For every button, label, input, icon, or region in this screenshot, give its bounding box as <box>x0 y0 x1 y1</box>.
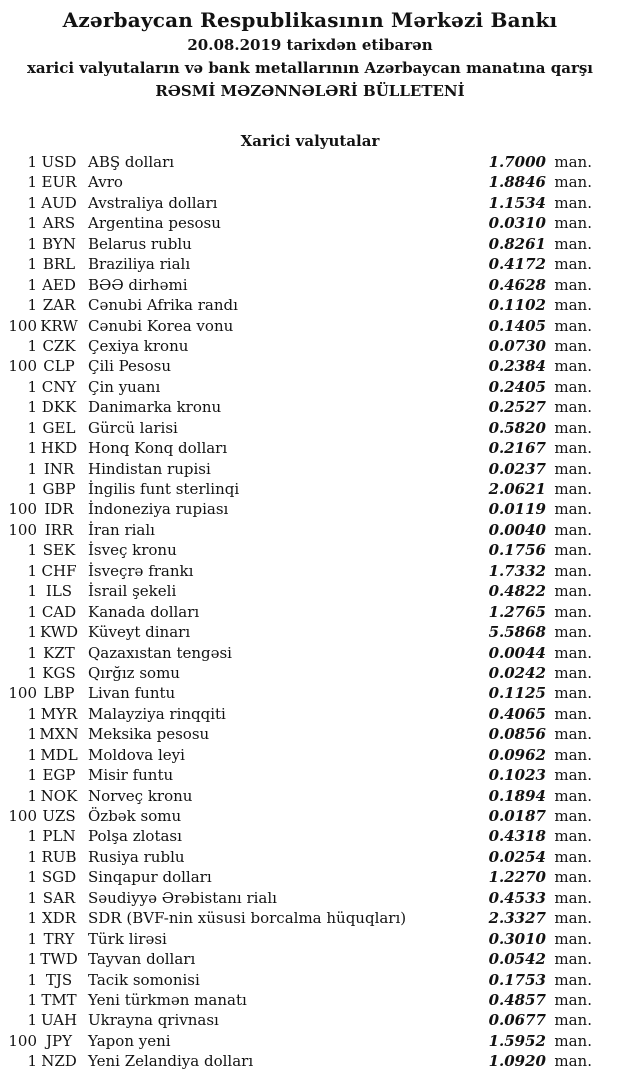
rate-value-cell: 0.3010 <box>488 929 546 948</box>
rate-value-cell: 0.0237 <box>488 459 546 478</box>
rate-value-cell: 1.0920 <box>488 1052 546 1071</box>
document-header <box>0 0 620 103</box>
table-row <box>0 643 592 663</box>
currency-name-cell: Özbək somu <box>88 807 182 825</box>
currency-name-cell: Səudiyyə Ərəbistanı rialı <box>88 888 277 907</box>
currency-name-cell: Avstraliya dolları <box>88 193 218 212</box>
rate-value-cell: 1.1534 <box>488 193 546 212</box>
quantity-cell: 1 <box>27 173 37 192</box>
quantity-cell: 1 <box>27 888 37 907</box>
table-row <box>0 377 592 397</box>
rate-value-cell: 0.0242 <box>488 663 546 682</box>
quantity-cell: 1 <box>27 193 37 212</box>
currency-name-cell: Yeni Zelandiya dolları <box>88 1052 254 1071</box>
currency-name-cell: Danimarka kronu <box>88 398 222 417</box>
rate-value-cell: 0.1125 <box>488 684 546 703</box>
currency-code-cell: DKK <box>41 398 77 417</box>
table-row <box>0 745 592 765</box>
currency-code-cell: UAH <box>40 1011 78 1030</box>
unit-label-cell: man. <box>554 704 592 723</box>
quantity-cell: 1 <box>27 582 37 601</box>
currency-code-cell: GEL <box>42 418 76 437</box>
rate-value-cell: 0.1894 <box>488 786 546 805</box>
currency-code-cell: MYR <box>40 704 78 723</box>
table-row <box>0 213 592 233</box>
table-row <box>0 438 592 458</box>
rate-value-cell: 1.7000 <box>488 153 546 171</box>
table-row <box>0 908 592 928</box>
quantity-cell: 100 <box>8 316 37 335</box>
currency-name-cell: ABŞ dolları <box>88 153 175 171</box>
rate-value-cell: 0.1753 <box>488 970 546 989</box>
currency-name-cell: Belarus rublu <box>88 234 192 253</box>
currency-name-cell: Gürcü larisi <box>88 418 178 437</box>
unit-label-cell: man. <box>554 275 592 294</box>
currency-name-cell: Qazaxıstan tengəsi <box>88 643 232 662</box>
table-row <box>0 867 592 887</box>
quantity-cell: 1 <box>27 847 37 866</box>
rate-value-cell: 1.7332 <box>488 561 546 580</box>
currency-code-cell: ARS <box>42 214 76 233</box>
rate-value-cell: 0.0310 <box>488 214 546 233</box>
quantity-cell: 1 <box>27 480 37 498</box>
quantity-cell: 1 <box>27 745 37 764</box>
section-title-foreign-currencies: Xarici valyutalar <box>240 132 380 150</box>
currency-name-cell: Argentina pesosu <box>88 214 221 233</box>
unit-label-cell: man. <box>554 745 592 764</box>
unit-label-cell: man. <box>554 766 592 785</box>
bulletin-title: RƏSMİ MƏZƏNNƏLƏRİ BÜLLETENİ <box>155 82 465 100</box>
unit-label-cell: man. <box>554 336 592 355</box>
currency-code-cell: CNY <box>41 377 77 396</box>
unit-label-cell: man. <box>554 643 592 662</box>
rate-value-cell: 2.3327 <box>488 909 546 928</box>
currency-code-cell: CLP <box>43 357 75 376</box>
currency-code-cell: KWD <box>39 623 79 642</box>
unit-label-cell: man. <box>554 357 592 376</box>
rate-value-cell: 0.5820 <box>488 418 546 437</box>
unit-label-cell: man. <box>554 173 592 192</box>
quantity-cell: 1 <box>27 275 37 294</box>
rate-value-cell: 0.8261 <box>488 234 546 253</box>
currency-name-cell: İsrail şekeli <box>88 582 177 601</box>
unit-label-cell: man. <box>554 582 592 601</box>
table-row <box>0 724 592 744</box>
currency-name-cell: Avro <box>88 173 123 192</box>
unit-label-cell: man. <box>554 153 592 171</box>
currency-name-cell: Kanada dolları <box>88 602 200 621</box>
unit-label-cell: man. <box>554 786 592 805</box>
currency-name-cell: Qırğız somu <box>88 663 180 682</box>
currency-code-cell: SAR <box>42 888 76 907</box>
unit-label-cell: man. <box>554 847 592 866</box>
table-row <box>0 336 592 356</box>
unit-label-cell: man. <box>554 398 592 417</box>
currency-name-cell: Çin yuanı <box>88 377 161 396</box>
quantity-cell: 1 <box>27 541 37 560</box>
currency-name-cell: SDR (BVF-nin xüsusi borcalma hüquqları) <box>88 909 407 928</box>
table-row <box>0 602 592 622</box>
currency-name-cell: Norveç kronu <box>88 786 193 805</box>
quantity-cell: 1 <box>27 643 37 662</box>
unit-label-cell: man. <box>554 1052 592 1071</box>
quantity-cell: 1 <box>27 950 37 969</box>
table-row <box>0 540 592 560</box>
quantity-cell: 1 <box>27 602 37 621</box>
currency-code-cell: KRW <box>40 316 78 335</box>
unit-label-cell: man. <box>554 480 592 498</box>
unit-label-cell: man. <box>554 255 592 274</box>
table-row <box>0 847 592 867</box>
rate-value-cell: 1.2765 <box>488 602 546 621</box>
table-row <box>0 786 592 806</box>
rate-value-cell: 0.2384 <box>488 357 546 376</box>
table-row <box>0 1010 592 1030</box>
currency-name-cell: Çexiya kronu <box>88 336 189 355</box>
currency-name-cell: Honq Konq dolları <box>88 439 228 458</box>
currency-name-cell: Küveyt dinarı <box>88 623 191 642</box>
currency-code-cell: NOK <box>40 786 78 805</box>
table-row <box>0 1051 592 1071</box>
table-row <box>0 520 592 540</box>
rate-value-cell: 0.4628 <box>488 275 546 294</box>
currency-code-cell: MXN <box>39 725 79 744</box>
table-row <box>0 622 592 642</box>
currency-name-cell: Yeni türkmən manatı <box>88 990 247 1009</box>
quantity-cell: 100 <box>8 500 37 519</box>
table-row <box>0 275 592 295</box>
quantity-cell: 1 <box>27 561 37 580</box>
table-row <box>0 704 592 724</box>
table-row <box>0 683 592 703</box>
table-row <box>0 581 592 601</box>
currency-code-cell: TRY <box>43 929 75 948</box>
unit-label-cell: man. <box>554 520 592 539</box>
currency-name-cell: Cənubi Korea vonu <box>88 316 234 335</box>
currency-name-cell: Meksika pesosu <box>88 725 210 744</box>
rate-value-cell: 5.5868 <box>488 623 546 642</box>
effective-date-line: 20.08.2019 tarixdən etibarən <box>187 36 433 54</box>
unit-label-cell: man. <box>554 377 592 396</box>
currency-code-cell: KGS <box>42 663 76 682</box>
rate-value-cell: 0.0677 <box>488 1011 546 1030</box>
table-row <box>0 193 592 213</box>
unit-label-cell: man. <box>554 1011 592 1030</box>
currency-code-cell: BYN <box>42 234 76 253</box>
rate-value-cell: 0.2405 <box>488 377 546 396</box>
currency-code-cell: AED <box>42 275 76 294</box>
quantity-cell: 1 <box>27 439 37 458</box>
rate-value-cell: 1.8846 <box>488 173 546 192</box>
currency-name-cell: Tacik somonisi <box>88 970 200 989</box>
quantity-cell: 1 <box>27 336 37 355</box>
unit-label-cell: man. <box>554 929 592 948</box>
unit-label-cell: man. <box>554 990 592 1009</box>
quantity-cell: 1 <box>27 1011 37 1030</box>
unit-label-cell: man. <box>554 725 592 744</box>
unit-label-cell: man. <box>554 970 592 989</box>
rate-value-cell: 0.0962 <box>488 745 546 764</box>
quantity-cell: 100 <box>8 684 37 703</box>
currency-code-cell: KZT <box>43 643 75 662</box>
currency-code-cell: CHF <box>41 561 77 580</box>
currency-code-cell: AUD <box>41 193 77 212</box>
currency-name-cell: Hindistan rupisi <box>88 459 211 478</box>
quantity-cell: 100 <box>8 807 37 825</box>
table-row <box>0 459 592 479</box>
currency-code-cell: ZAR <box>42 296 76 315</box>
table-row <box>0 397 592 417</box>
currency-name-cell: İsveç kronu <box>88 541 177 560</box>
quantity-cell: 1 <box>27 377 37 396</box>
quantity-cell: 1 <box>27 704 37 723</box>
currency-name-cell: İsveçrə frankı <box>88 561 194 580</box>
unit-label-cell: man. <box>554 807 592 825</box>
currency-name-cell: Yapon yeni <box>88 1031 171 1050</box>
bank-title: Azərbaycan Respublikasının Mərkəzi Bankı <box>62 8 558 32</box>
currency-name-cell: Polşa zlotası <box>88 827 182 846</box>
table-row <box>0 990 592 1010</box>
quantity-cell: 1 <box>27 827 37 846</box>
quantity-cell: 1 <box>27 214 37 233</box>
currency-code-cell: IDR <box>44 500 74 519</box>
currency-name-cell: Çili Pesosu <box>88 357 172 376</box>
currency-code-cell: CZK <box>42 336 76 355</box>
unit-label-cell: man. <box>554 234 592 253</box>
rate-value-cell: 0.4172 <box>488 255 546 274</box>
currency-code-cell: PLN <box>42 827 76 846</box>
unit-label-cell: man. <box>554 909 592 928</box>
table-row <box>0 888 592 908</box>
rate-value-cell: 0.1023 <box>488 766 546 785</box>
currency-code-cell: GBP <box>42 480 76 498</box>
currency-code-cell: INR <box>43 459 75 478</box>
table-row <box>0 152 592 172</box>
quantity-cell: 1 <box>27 398 37 417</box>
currency-name-cell: Livan funtu <box>88 684 176 703</box>
currency-code-cell: MDL <box>40 745 78 764</box>
quantity-cell: 1 <box>27 153 37 171</box>
quantity-cell: 1 <box>27 623 37 642</box>
rate-value-cell: 0.0730 <box>488 336 546 355</box>
unit-label-cell: man. <box>554 561 592 580</box>
quantity-cell: 1 <box>27 1052 37 1071</box>
table-row <box>0 765 592 785</box>
rate-value-cell: 0.2527 <box>488 398 546 417</box>
currency-code-cell: BRL <box>42 255 76 274</box>
rate-value-cell: 0.4822 <box>488 582 546 601</box>
table-row <box>0 663 592 683</box>
currency-code-cell: TMT <box>41 990 77 1009</box>
quantity-cell: 1 <box>27 929 37 948</box>
currency-name-cell: Malayziya rinqqiti <box>88 704 226 723</box>
rate-value-cell: 0.0856 <box>488 725 546 744</box>
currency-name-cell: Braziliya rialı <box>88 255 191 274</box>
currency-name-cell: Misir funtu <box>88 766 174 785</box>
currency-code-cell: SGD <box>41 868 77 887</box>
quantity-cell: 1 <box>27 663 37 682</box>
quantity-cell: 1 <box>27 725 37 744</box>
table-row <box>0 172 592 192</box>
rate-value-cell: 0.0187 <box>488 807 546 825</box>
unit-label-cell: man. <box>554 684 592 703</box>
rate-value-cell: 0.1102 <box>488 296 546 315</box>
rate-value-cell: 0.0254 <box>488 847 546 866</box>
unit-label-cell: man. <box>554 214 592 233</box>
currency-code-cell: XDR <box>42 909 76 928</box>
currency-code-cell: ILS <box>45 582 73 601</box>
table-row <box>0 929 592 949</box>
table-row <box>0 418 592 438</box>
rate-value-cell: 0.4065 <box>488 704 546 723</box>
quantity-cell: 1 <box>27 296 37 315</box>
unit-label-cell: man. <box>554 623 592 642</box>
quantity-cell: 100 <box>8 357 37 376</box>
currency-name-cell: Ukrayna qrivnası <box>88 1011 219 1030</box>
currency-code-cell: RUB <box>41 847 77 866</box>
rate-value-cell: 1.2270 <box>488 868 546 887</box>
currency-name-cell: BƏƏ dirhəmi <box>88 275 188 294</box>
currency-code-cell: CAD <box>41 602 77 621</box>
quantity-cell: 1 <box>27 970 37 989</box>
table-row <box>0 356 592 376</box>
unit-label-cell: man. <box>554 500 592 519</box>
table-row <box>0 499 592 519</box>
quantity-cell: 1 <box>27 459 37 478</box>
rate-value-cell: 0.4857 <box>488 990 546 1009</box>
unit-label-cell: man. <box>554 459 592 478</box>
quantity-cell: 100 <box>8 1031 37 1050</box>
unit-label-cell: man. <box>554 663 592 682</box>
currency-code-cell: TJS <box>45 970 73 989</box>
table-row <box>0 949 592 969</box>
currency-code-cell: JPY <box>45 1031 72 1050</box>
quantity-cell: 1 <box>27 909 37 928</box>
currency-code-cell: EUR <box>41 173 77 192</box>
currency-name-cell: Sinqapur dolları <box>88 868 212 887</box>
table-row <box>0 316 592 336</box>
subject-line: xarici valyutaların və bank metallarının Azərbaycan manatına qarşı <box>26 59 594 77</box>
rate-value-cell: 0.0119 <box>488 500 546 519</box>
currency-code-cell: HKD <box>40 439 78 458</box>
rate-value-cell: 0.4318 <box>488 827 546 846</box>
table-row <box>0 479 592 499</box>
table-row <box>0 970 592 990</box>
table-row <box>0 1031 592 1051</box>
rate-value-cell: 2.0621 <box>488 480 546 498</box>
unit-label-cell: man. <box>554 827 592 846</box>
quantity-cell: 1 <box>27 786 37 805</box>
quantity-cell: 1 <box>27 234 37 253</box>
unit-label-cell: man. <box>554 193 592 212</box>
unit-label-cell: man. <box>554 950 592 969</box>
currency-code-cell: UZS <box>42 807 76 825</box>
quantity-cell: 1 <box>27 255 37 274</box>
currency-name-cell: Rusiya rublu <box>88 847 185 866</box>
currency-name-cell: Türk lirəsi <box>88 929 167 948</box>
unit-label-cell: man. <box>554 316 592 335</box>
unit-label-cell: man. <box>554 439 592 458</box>
quantity-cell: 1 <box>27 418 37 437</box>
unit-label-cell: man. <box>554 1031 592 1050</box>
exchange-rates-table <box>0 152 592 1072</box>
rate-value-cell: 0.0040 <box>488 520 546 539</box>
quantity-cell: 1 <box>27 990 37 1009</box>
currency-name-cell: Cənubi Afrika randı <box>88 296 238 315</box>
rate-value-cell: 0.0044 <box>488 643 546 662</box>
unit-label-cell: man. <box>554 602 592 621</box>
currency-code-cell: SEK <box>42 541 76 560</box>
rate-value-cell: 0.0542 <box>488 950 546 969</box>
table-row <box>0 254 592 274</box>
unit-label-cell: man. <box>554 888 592 907</box>
currency-code-cell: NZD <box>41 1052 77 1071</box>
rate-value-cell: 0.2167 <box>488 439 546 458</box>
rate-value-cell: 0.4533 <box>488 888 546 907</box>
rate-value-cell: 1.5952 <box>488 1031 546 1050</box>
unit-label-cell: man. <box>554 296 592 315</box>
currency-code-cell: LBP <box>43 684 75 703</box>
rate-value-cell: 0.1756 <box>488 541 546 560</box>
currency-code-cell: TWD <box>40 950 78 969</box>
table-row <box>0 234 592 254</box>
quantity-cell: 100 <box>8 520 37 539</box>
currency-name-cell: İran rialı <box>88 520 155 539</box>
table-row <box>0 826 592 846</box>
unit-label-cell: man. <box>554 868 592 887</box>
unit-label-cell: man. <box>554 418 592 437</box>
currency-code-cell: IRR <box>44 520 74 539</box>
currency-name-cell: Tayvan dolları <box>88 950 196 969</box>
quantity-cell: 1 <box>27 766 37 785</box>
table-row <box>0 295 592 315</box>
currency-name-cell: İndoneziya rupiası <box>88 500 229 519</box>
currency-name-cell: Moldova leyi <box>88 745 185 764</box>
rate-value-cell: 0.1405 <box>488 316 546 335</box>
table-row <box>0 806 592 826</box>
table-row <box>0 561 592 581</box>
currency-name-cell: İngilis funt sterlinqi <box>88 480 240 498</box>
currency-code-cell: USD <box>41 153 77 171</box>
quantity-cell: 1 <box>27 868 37 887</box>
unit-label-cell: man. <box>554 541 592 560</box>
currency-code-cell: EGP <box>42 766 76 785</box>
